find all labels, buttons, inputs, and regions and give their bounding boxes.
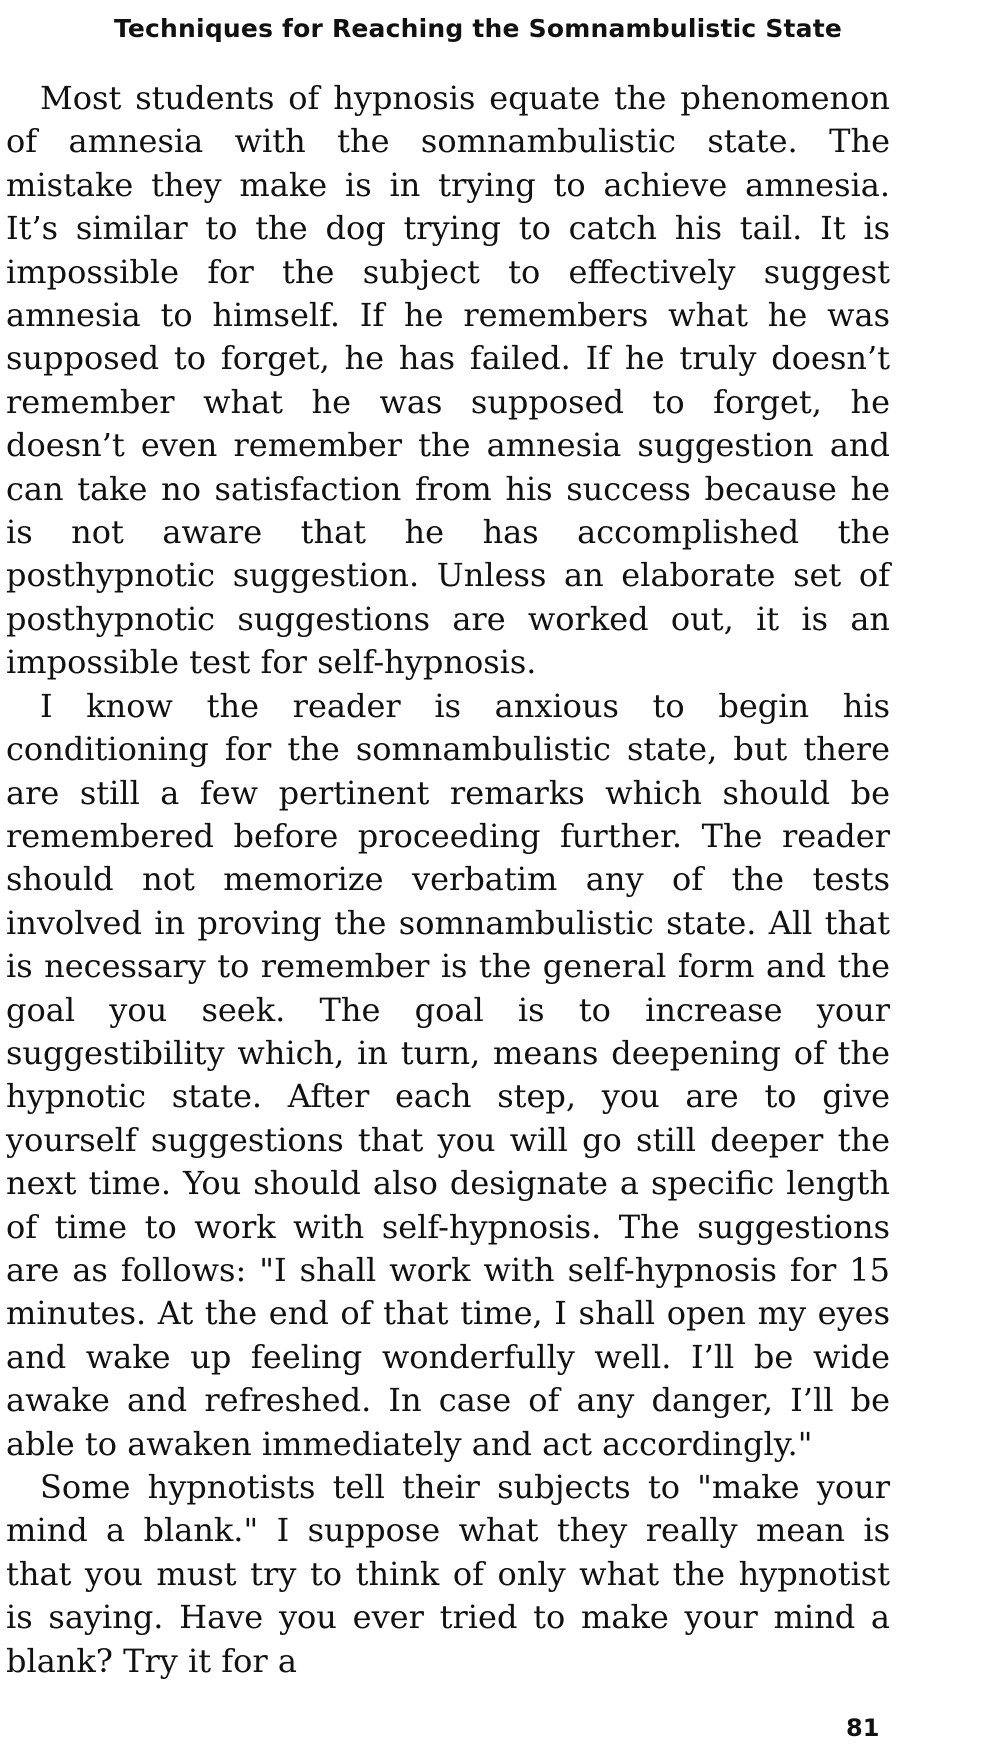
page-number: 81 xyxy=(846,1714,880,1742)
paragraph: Some hypnotists tell their subjects to "make your mind a blank." I suppose what they really mean is that you must try to think of only what the hypnotist is saying. Have you ever tried to make your mind a blank? Try it for a xyxy=(6,1468,890,1680)
body-text xyxy=(6,77,890,1683)
running-head: Techniques for Reaching the Somnambulistic State xyxy=(113,14,843,43)
paragraph: I know the reader is anxious to begin his conditioning for the somnambulistic state, but there are still a few pertinent remarks which should be remembered before proceeding further. The reader should not memorize verbatim any of the tests involved in proving the somnambulistic state. All that is necessary to remember is the general form and the goal you seek. The goal is to increase your suggestibility which, in turn, means deepening of the hypnotic state. After each step, you are to give yourself suggestions that you will go still deeper the next time. You should also designate a specific length of time to work with self-hypnosis. The suggestions are as follows: "I shall work with self-hypnosis for 15 minutes. At the end of that time, I shall open my eyes and wake up feeling wonderfully well. I’ll be wide awake and refreshed. In case of any danger, I’ll be able to awaken immediately and act accordingly." xyxy=(6,686,890,1463)
paragraph: Most students of hypnosis equate the phenomenon of amnesia with the somnambulistic state. The mistake they make is in trying to achieve amnesia. It’s similar to the dog trying to catch his tail. It is impossible for the subject to effectively suggest amnesia to himself. If he remembers what he was supposed to forget, he has failed. If he truly doesn’t remember what he was supposed to forget, he doesn’t even remember the amnesia suggestion and can take no satisfaction from his success because he is not aware that he has accomplished the posthypnotic suggestion. Unless an elaborate set of posthypnotic suggestions are worked out, it is an impossible test for self-hypnosis. xyxy=(6,79,890,682)
